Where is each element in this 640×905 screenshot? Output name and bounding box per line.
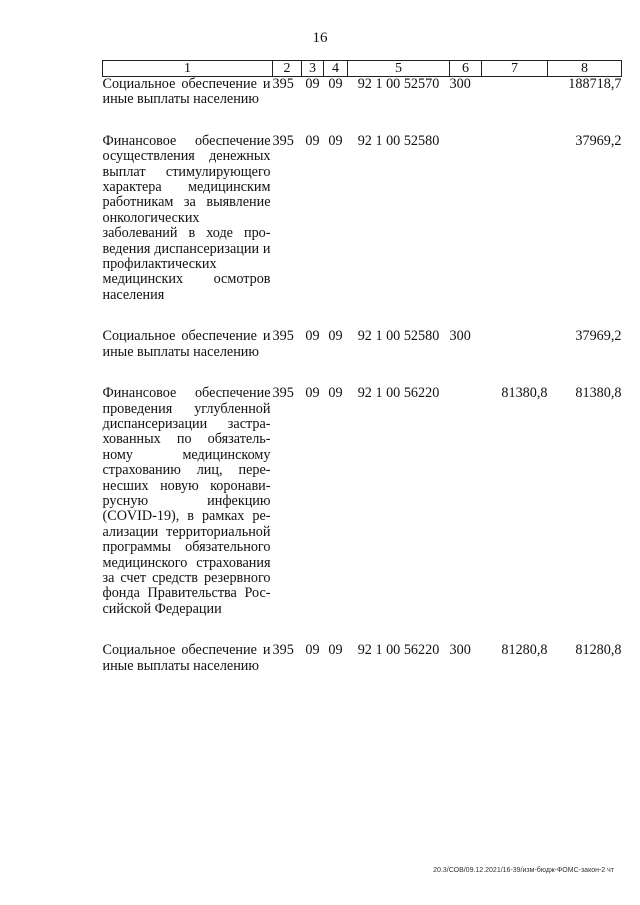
column-header-4: 4 — [324, 61, 348, 77]
row-csr: 92 1 00 52580 — [357, 328, 440, 345]
column-header-7: 7 — [482, 61, 548, 77]
row-name: Финансовое обеспечение осуществления денежных выплат стимулирующего характера медицинским работникам за выявление онкологических заболеваний в ходе проведения диспансеризации и профилактических медицинских осмотров населения — [102, 132, 271, 303]
row-rz: 09 — [305, 328, 320, 345]
row-rz: 09 — [305, 132, 320, 149]
column-header-8: 8 — [548, 61, 622, 77]
column-header-1: 1 — [103, 61, 273, 77]
row-pr: 09 — [328, 385, 343, 402]
row-col7: 81380,8 — [501, 385, 548, 402]
row-rz: 09 — [305, 76, 320, 92]
table-header — [103, 61, 622, 77]
row-grbs: 395 — [272, 132, 294, 149]
row-spacer — [103, 360, 622, 386]
row-col7 — [482, 329, 548, 360]
row-csr: 92 1 00 56220 — [357, 642, 440, 659]
column-header-2: 2 — [273, 61, 302, 77]
row-col8: 188718,7 — [568, 76, 622, 92]
row-vr — [450, 386, 482, 617]
column-header-3: 3 — [302, 61, 324, 77]
row-spacer — [103, 617, 622, 643]
row-pr: 09 — [328, 76, 343, 92]
footer-stamp: 20.3/СОВ/09.12.2021/16-39/изм-бюдж-ФОМС-закон-2 чт — [433, 867, 614, 874]
row-spacer — [103, 303, 622, 329]
row-col8: 37969,2 — [575, 132, 622, 149]
row-csr: 92 1 00 52580 — [357, 132, 440, 149]
row-name: Социальное обеспечение и иные выплаты населению — [102, 76, 271, 108]
column-header-5: 5 — [348, 61, 450, 77]
row-pr: 09 — [328, 642, 343, 659]
row-vr: 300 — [449, 328, 471, 345]
row-spacer — [103, 108, 622, 134]
row-col7 — [482, 134, 548, 303]
row-csr: 92 1 00 52570 — [357, 76, 440, 92]
row-grbs: 395 — [272, 385, 294, 402]
table-row — [103, 77, 622, 108]
table-row — [103, 134, 622, 303]
row-grbs: 395 — [272, 642, 294, 659]
table-row — [103, 329, 622, 360]
table-row — [103, 386, 622, 617]
row-pr: 09 — [328, 132, 343, 149]
row-vr: 300 — [449, 642, 471, 659]
row-col8: 81380,8 — [575, 385, 622, 402]
row-col7 — [482, 77, 548, 108]
table-row — [103, 643, 622, 674]
row-col8: 81280,8 — [575, 642, 622, 659]
row-rz: 09 — [305, 642, 320, 659]
row-csr: 92 1 00 56220 — [357, 385, 440, 402]
page-number: 16 — [312, 30, 328, 46]
row-name: Социальное обеспечение и иные выплаты населению — [102, 328, 271, 360]
row-name: Финансовое обеспечение проведения углубленной диспансеризации застрахованных по обязательному медицинскому страхованию лиц, перенесших новую коронавирусную инфекцию (COVID-19), в рамках реализации территориальной программы обязательного медицинского страхования за счет средств резервного фонда Правительства Российской Федерации — [102, 385, 271, 617]
row-col8: 37969,2 — [575, 328, 622, 345]
row-vr: 300 — [449, 76, 471, 92]
row-grbs: 395 — [272, 328, 294, 345]
row-grbs: 395 — [272, 76, 294, 92]
row-rz: 09 — [305, 385, 320, 402]
budget-table — [102, 60, 622, 674]
row-pr: 09 — [328, 328, 343, 345]
row-vr — [450, 134, 482, 303]
column-header-6: 6 — [450, 61, 482, 77]
row-col7: 81280,8 — [501, 642, 548, 659]
row-name: Социальное обеспечение и иные выплаты населению — [102, 642, 271, 674]
